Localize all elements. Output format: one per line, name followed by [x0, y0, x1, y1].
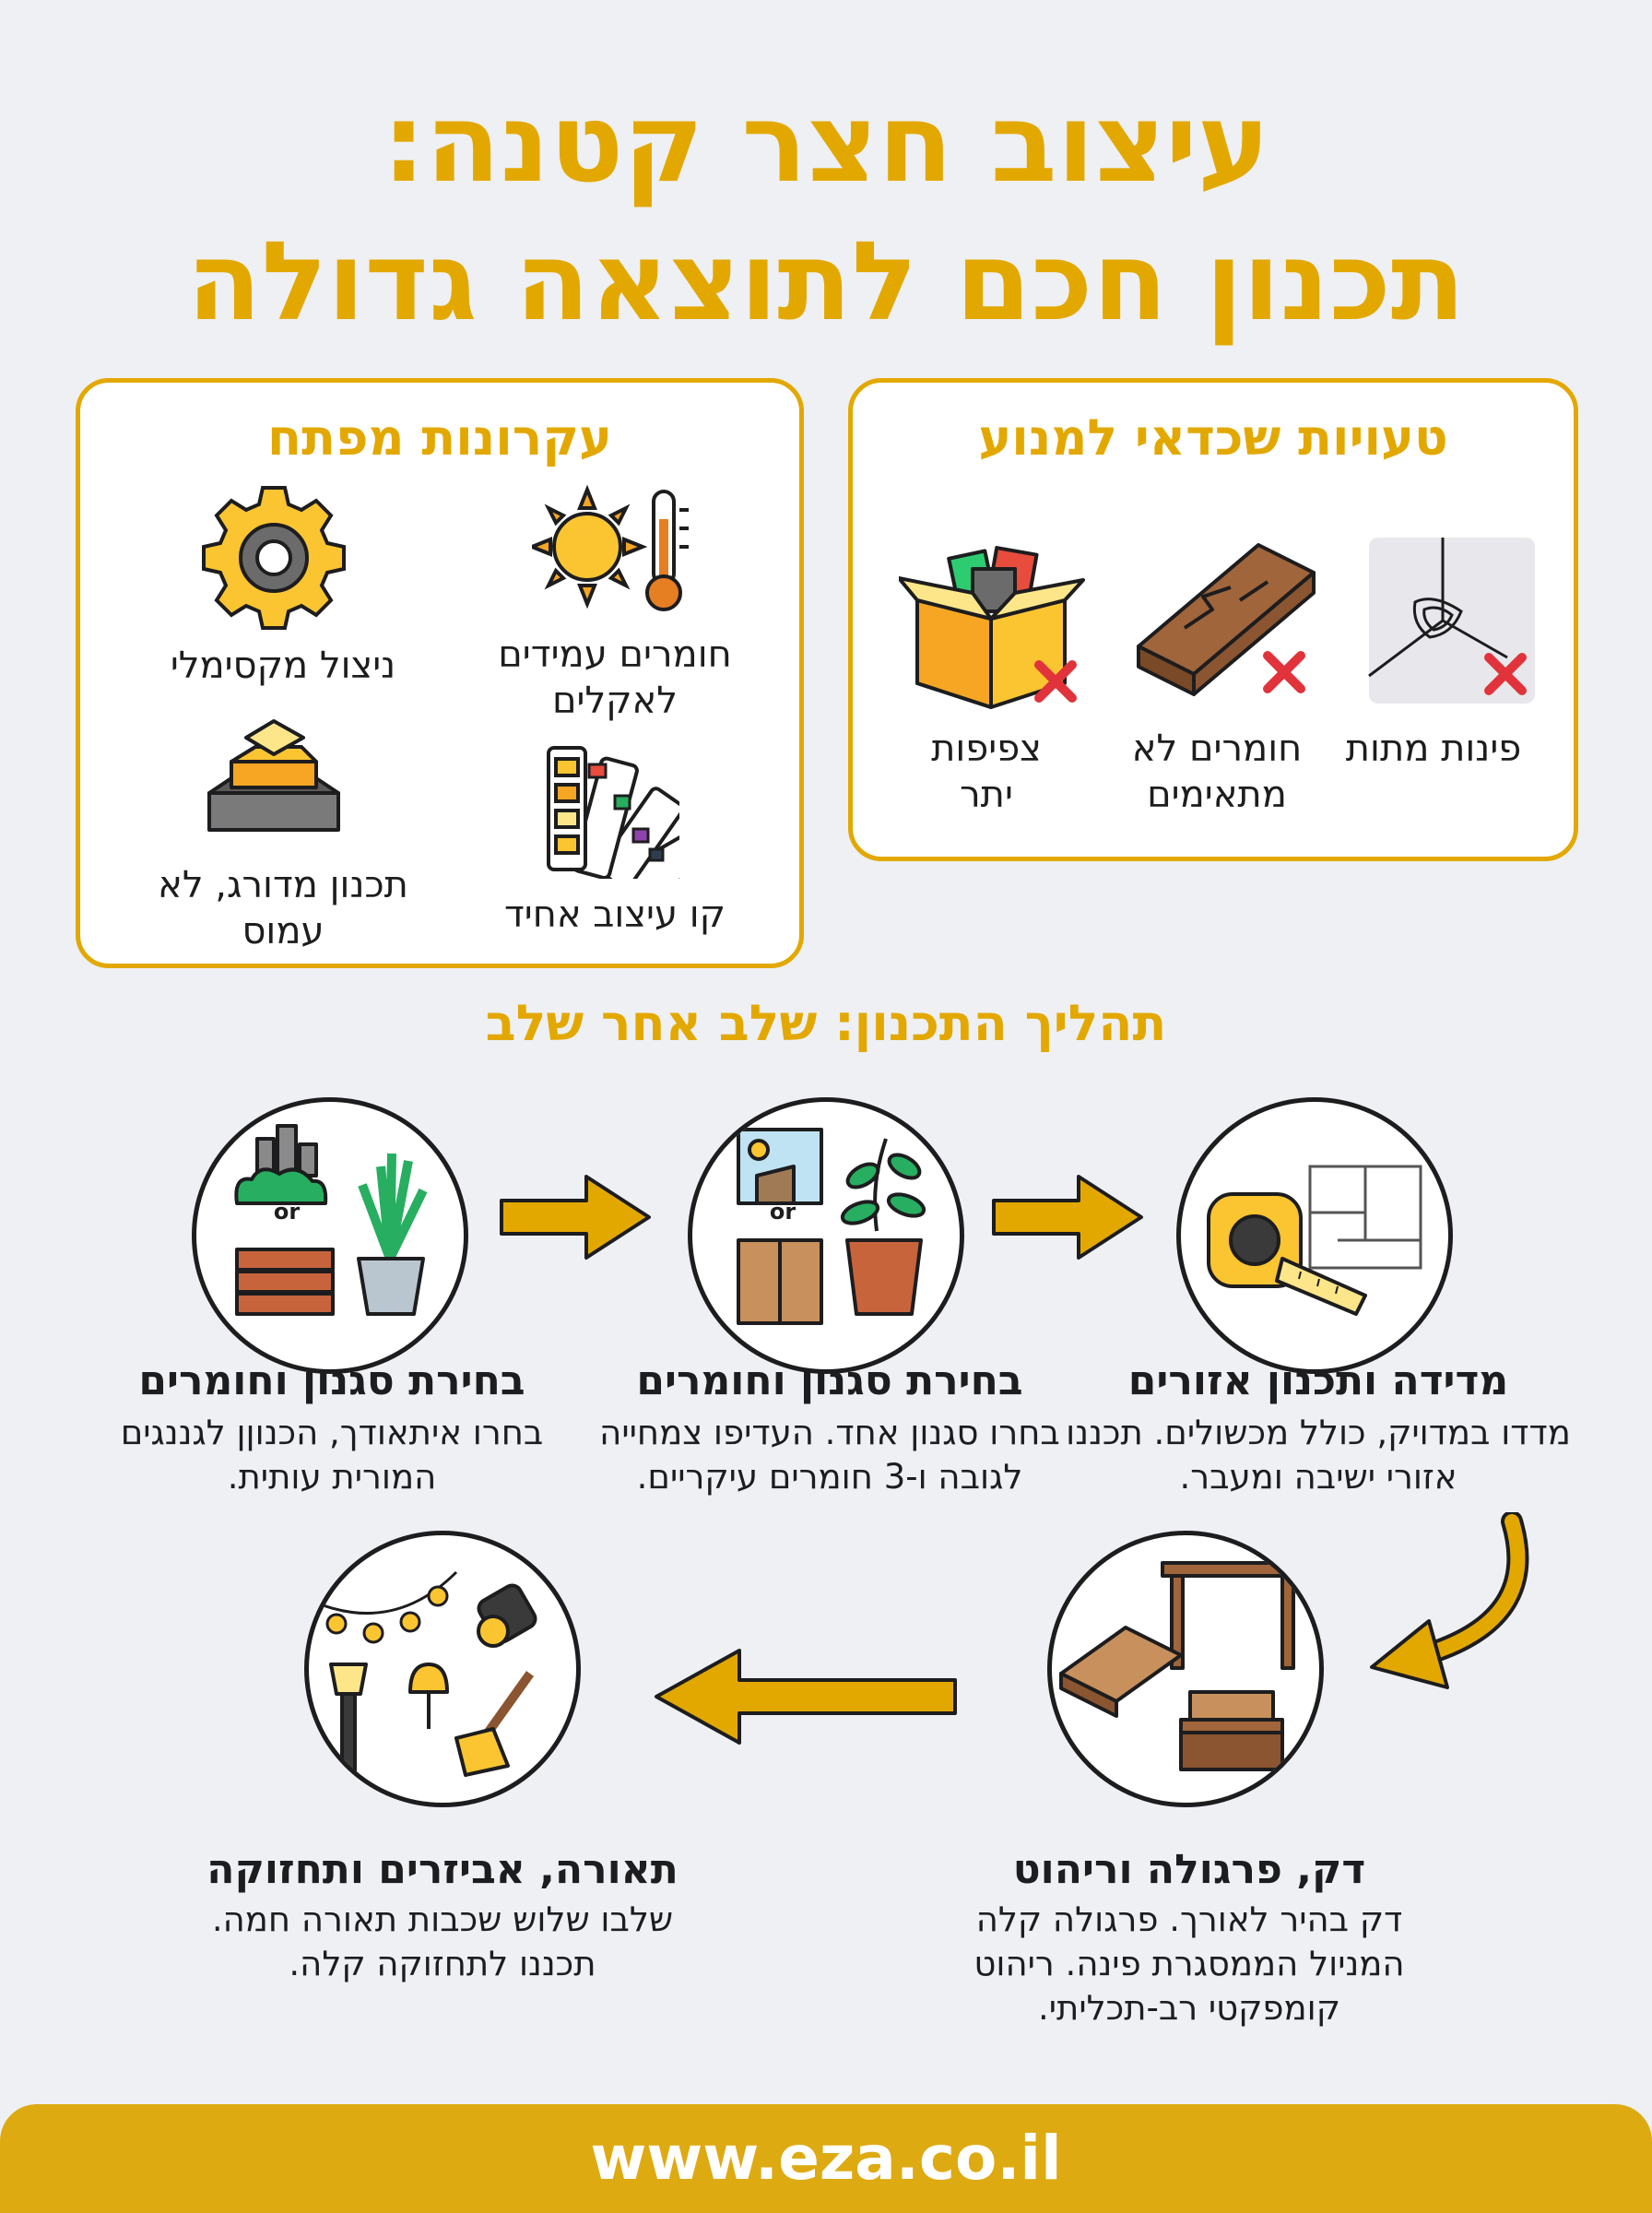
- arrow-step-4-to-5: [651, 1641, 961, 1752]
- main-title: [0, 74, 1652, 350]
- mistake-label-3: צפיפות יתר: [931, 728, 1042, 816]
- step-2-or-label: or: [769, 1199, 796, 1225]
- step-1-body: מדדו במדויק, כולל מכשולים. תכננו אזורי ישיבה ומעבר.: [1066, 1413, 1571, 1497]
- mistakes-panel: [848, 378, 1578, 861]
- principle-label-3: קו עיצוב אחיד: [503, 893, 726, 936]
- footer-url[interactable]: www.eza.co.il: [590, 2123, 1062, 2194]
- principle-label-4: תכנון מדורג, לא עמוס: [158, 864, 408, 953]
- tape-measure-floorplan-icon: [1181, 1102, 1448, 1369]
- step-3-title: בחירת סגנון וחומרים: [138, 1357, 525, 1404]
- mistake-label-2: חומרים לא מתאימים: [1131, 728, 1303, 816]
- step-3-body: בחרו איתאודך, הכנוןן לגננגים המורית עותית.: [120, 1413, 544, 1497]
- title-line-2: תכנון חכם לתוצאה גדולה: [186, 218, 1466, 345]
- arrow-step-3-to-4: [1355, 1512, 1540, 1697]
- mistakes-title: טעויות שכדאי למנוע: [978, 408, 1448, 467]
- principle-label-1: חומרים עמידים לאקלים: [498, 633, 732, 722]
- style-choice-plant-icon: [692, 1102, 960, 1369]
- step-3-or-label: or: [273, 1199, 301, 1225]
- cracked-wood-icon: [1129, 527, 1332, 711]
- deck-pergola-furniture-icon: [1052, 1535, 1319, 1803]
- step-1-title: מדידה ותכנון אזורים: [1127, 1357, 1509, 1404]
- step-1-circle: [1176, 1097, 1453, 1374]
- arrow-step-2-to-3: [498, 1171, 655, 1263]
- step-2-body: בחרו סגנון אחד. העדיפו צמחייה לגובה ו-3 חומרים עיקריים.: [599, 1413, 1060, 1497]
- step-5-body: שלבו שלוש שכבות תאורה חמה. תכננו לתחזוקה קלה.: [211, 1899, 674, 1983]
- layered-tiers-icon: [200, 710, 348, 848]
- lighting-accessories-icon: [309, 1535, 576, 1803]
- step-4-title: דק, פרגולה וריהוט: [1012, 1846, 1366, 1893]
- step-5-title: תאורה, אביזרים ותחזוקה: [206, 1846, 678, 1893]
- step-3-circle: [192, 1097, 468, 1374]
- step-2-title: בחירת סגנון וחומרים: [636, 1357, 1023, 1404]
- gear-icon: [200, 484, 348, 632]
- principles-panel: [76, 378, 804, 968]
- footer-bar: [0, 2104, 1652, 2213]
- mistake-label-1: פינות מתות: [1345, 728, 1522, 770]
- overflowing-box-icon: [899, 527, 1092, 711]
- cobweb-corner-icon: [1360, 528, 1544, 713]
- process-title: תהליך התכנון: שלב אחר שלב: [485, 994, 1167, 1052]
- style-choice-plant-icon-2: [196, 1102, 464, 1369]
- color-palette-icon: [541, 740, 679, 879]
- step-5-circle: [304, 1531, 581, 1807]
- sun-thermometer-icon: [532, 482, 698, 621]
- principles-title: עקרונות מפתח: [266, 408, 613, 467]
- step-4-circle: [1047, 1531, 1324, 1807]
- step-4-body: דק בהיר לאורך. פרגולה קלה המניול הממסגרת פינה. ריהוט קומפקטי רב-תכליתי.: [974, 1899, 1405, 2028]
- principle-label-2: ניצול מקסימלי: [170, 645, 396, 687]
- arrow-step-1-to-2: [990, 1171, 1147, 1263]
- step-2-circle: [688, 1097, 964, 1374]
- title-line-1: עיצוב חצר קטנה:: [382, 79, 1270, 207]
